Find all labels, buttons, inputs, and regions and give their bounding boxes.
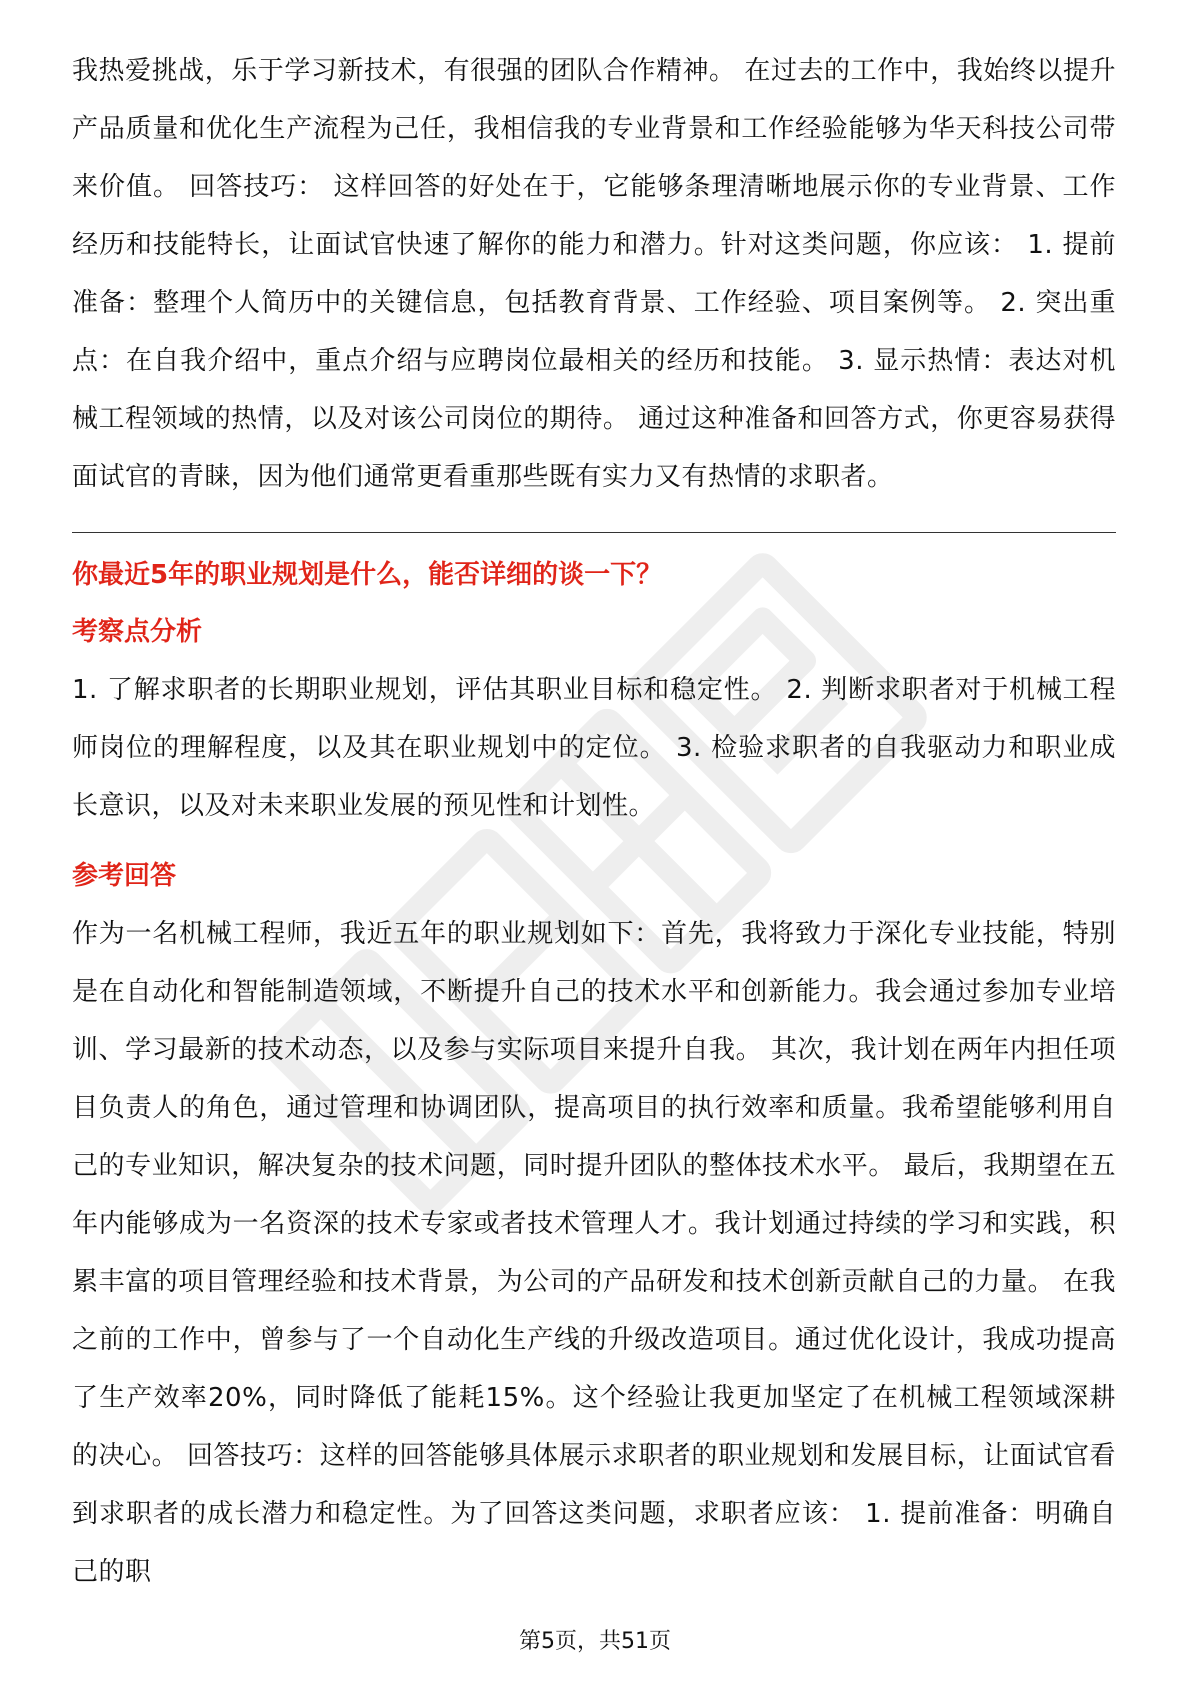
analysis-title: 考察点分析 [72, 617, 203, 647]
analysis-text: 1. 了解求职者的长期职业规划，评估其职业目标和稳定性。 2. 判断求职者对于机械工程师岗位的理解程度，以及其在职业规划中的定位。 3. 检验求职者的自我驱动力和职业成长意识，以及对未来职业发展的预见性和计划性。 [72, 675, 1116, 821]
reference-text: 作为一名机械工程师，我近五年的职业规划如下：首先，我将致力于深化专业技能，特别是在自动化和智能制造领域，不断提升自己的技术水平和创新能力。我会通过参加专业培训、学习最新的技术动态，以及参与实际项目来提升自我。 其次，我计划在两年内担任项目负责人的角色，通过管理和协调团队，提高项目的执行效率和质量。我希望能够利用自己的专业知识，解决复杂的技术问题，同时提升团队的整体技术水平。 最后，我期望在五年内能够成为一名资深的技术专家或者技术管理人才。我计划通过持续的学习和实践，积累丰富的项目管理经验和技术背景，为公司的产品研发和技术创新贡献自己的力量。 在我之前的工作中，曾参与了一个自动化生产线的升级改造项目。通过优化设计，我成功提高了生产效率20%，同时降低了能耗15%。这个经验让我更加坚定了在机械工程领域深耕的决心。 回答技巧：这样的回答能够具体展示求职者的职业规划和发展目标，让面试官看到求职者的成长潜力和稳定性。为了回答这类问题，求职者应该： 1. 提前准备：明确自己的职 [72, 919, 1116, 1587]
question-heading: 你最近5年的职业规划是什么，能否详细的谈一下？ [72, 560, 663, 590]
page-content [72, 42, 1116, 1601]
section-divider [72, 532, 1116, 533]
page-footer: 第5页，共51页 [519, 1629, 671, 1654]
intro-paragraph: 我热爱挑战，乐于学习新技术，有很强的团队合作精神。 在过去的工作中，我始终以提升产品质量和优化生产流程为己任，我相信我的专业背景和工作经验能够为华天科技公司带来价值。 回答技巧： 这样回答的好处在于，它能够条理清晰地展示你的专业背景、工作经历和技能特长，让面试官快速了解你的能力和潜力。针对这类问题，你应该： 1. 提前准备：整理个人简历中的关键信息，包括教育背景、工作经验、项目案例等。 2. 突出重点：在自我介绍中，重点介绍与应聘岗位最相关的经历和技能。 3. 显示热情：表达对机械工程领域的热情，以及对该公司岗位的期待。 通过这种准备和回答方式，你更容易获得面试官的青睐，因为他们通常更看重那些既有实力又有热情的求职者。 [72, 56, 1116, 492]
spacer [72, 835, 1116, 847]
reference-title: 参考回答 [72, 861, 177, 891]
